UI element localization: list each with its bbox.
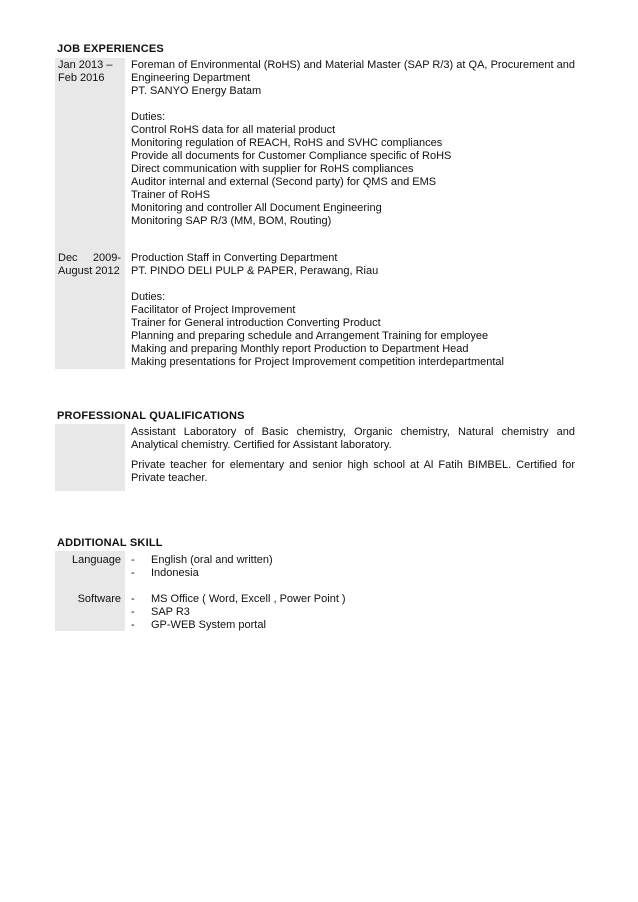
skill-item: SAP R3 bbox=[151, 606, 190, 618]
skill-items bbox=[131, 554, 575, 632]
job-duty-item: Control RoHS data for all material product bbox=[131, 124, 336, 136]
job-duties-label: Duties: bbox=[131, 111, 166, 123]
job-duty-item: Planning and preparing schedule and Arrangement Training for employee bbox=[131, 330, 489, 342]
job-position: Production Staff in Converting Department bbox=[131, 252, 338, 264]
job-duty-item: Monitoring and controller All Document Engineering bbox=[131, 202, 382, 214]
job-entry-details bbox=[131, 59, 575, 228]
skills-block bbox=[55, 551, 577, 631]
job-company: PT. PINDO DELI PULP & PAPER, Perawang, Riau bbox=[131, 265, 379, 277]
bullet-dash: - bbox=[131, 593, 135, 605]
qualifications-block bbox=[55, 424, 577, 491]
job-entry-date-cell bbox=[55, 58, 125, 244]
job-date-end: August 2012 bbox=[58, 265, 120, 277]
job-duty-item: Making and preparing Monthly report Production to Department Head bbox=[131, 343, 469, 355]
bullet-dash: - bbox=[131, 619, 135, 631]
job-entry-sanyo bbox=[55, 58, 577, 244]
job-duty-item: Monitoring SAP R/3 (MM, BOM, Routing) bbox=[131, 215, 332, 227]
qualifications-list bbox=[131, 426, 575, 485]
skill-label-language: Language bbox=[72, 554, 121, 566]
job-experiences-title: JOB EXPERIENCES bbox=[57, 43, 164, 55]
job-duty-item: Trainer of RoHS bbox=[131, 189, 211, 201]
skill-label-software: Software bbox=[77, 593, 121, 605]
job-date-end: Feb 2016 bbox=[58, 72, 105, 84]
job-date-start-month: Dec bbox=[58, 252, 78, 264]
list-item bbox=[131, 606, 575, 619]
qualification-item: Assistant Laboratory of Basic chemistry, Organic chemistry, Natural chemistry and Analytical chemistry. Certified for Assistant laboratory. bbox=[131, 426, 575, 451]
list-item bbox=[131, 554, 575, 567]
additional-skill-title: ADDITIONAL SKILL bbox=[57, 537, 163, 549]
job-duty-item: Auditor internal and external (Second party) for QMS and EMS bbox=[131, 176, 437, 188]
job-entry-date-cell bbox=[55, 244, 125, 369]
qualification-item: Private teacher for elementary and senior high school at Al Fatih BIMBEL. Certified for Private teacher. bbox=[131, 459, 575, 484]
bullet-dash: - bbox=[131, 606, 135, 618]
job-duty-item: Monitoring regulation of REACH, RoHS and SVHC compliances bbox=[131, 137, 443, 149]
job-duty-item: Direct communication with supplier for RoHS compliances bbox=[131, 163, 414, 175]
skill-item: GP-WEB System portal bbox=[151, 619, 266, 631]
skill-item: MS Office ( Word, Excell , Power Point ) bbox=[151, 593, 346, 605]
qualifications-blank-cell bbox=[55, 424, 125, 491]
skill-labels-cell bbox=[55, 551, 125, 631]
list-item bbox=[131, 593, 575, 606]
professional-qualifications-title: PROFESSIONAL QUALIFICATIONS bbox=[57, 410, 245, 422]
job-position: Foreman of Environmental (RoHS) and Material Master (SAP R/3) at QA, Procurement and Engineering Department bbox=[131, 59, 575, 84]
job-duty-item: Trainer for General introduction Converting Product bbox=[131, 317, 381, 329]
job-entry-pindo-deli bbox=[55, 244, 577, 369]
job-date-start: Jan 2013 – bbox=[58, 59, 113, 71]
skill-item: English (oral and written) bbox=[151, 554, 273, 566]
bullet-dash: - bbox=[131, 554, 135, 566]
job-duty-item: Provide all documents for Customer Compliance specific of RoHS bbox=[131, 150, 452, 162]
skill-item: Indonesia bbox=[151, 567, 199, 579]
job-date-start bbox=[58, 252, 121, 265]
job-company: PT. SANYO Energy Batam bbox=[131, 85, 262, 97]
list-item bbox=[131, 567, 575, 580]
job-duties-label: Duties: bbox=[131, 291, 166, 303]
job-date-start-year: 2009- bbox=[92, 252, 121, 264]
bullet-dash: - bbox=[131, 567, 135, 579]
job-duty-item: Making presentations for Project Improvement competition interdepartmental bbox=[131, 356, 504, 368]
job-duty-item: Facilitator of Project Improvement bbox=[131, 304, 296, 316]
list-item bbox=[131, 619, 575, 632]
job-entry-details bbox=[131, 252, 575, 369]
